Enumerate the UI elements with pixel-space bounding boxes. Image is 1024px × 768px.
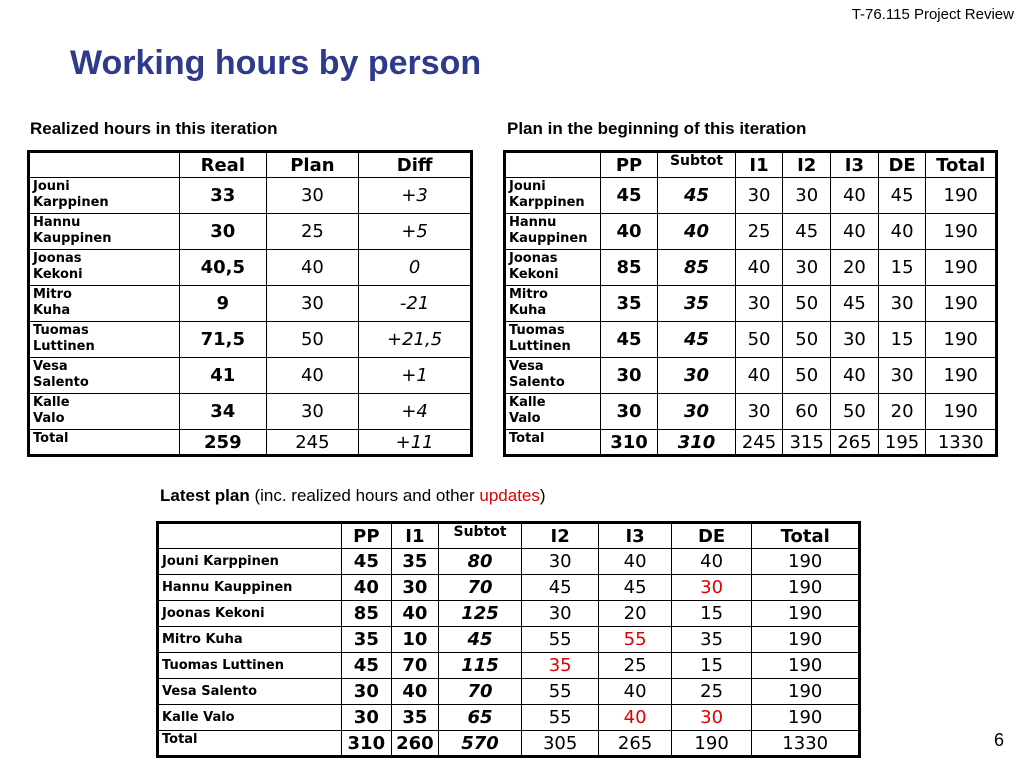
total-cell: 190 <box>752 549 860 575</box>
table-row <box>505 250 997 286</box>
table-row <box>158 627 860 653</box>
total-row <box>29 430 472 456</box>
table-header-row <box>29 152 472 178</box>
diff-cell: +3 <box>359 178 472 214</box>
pp-cell: 30 <box>600 358 658 394</box>
last-name: Kekoni <box>509 267 559 282</box>
first-name: Hannu <box>33 215 81 230</box>
first-name: Kalle <box>509 395 546 410</box>
corner-cell <box>505 152 601 178</box>
person-name-cell <box>505 322 601 358</box>
column-header: DE <box>671 523 752 549</box>
i2-cell: 50 <box>783 358 831 394</box>
subtot-cell: 40 <box>658 214 735 250</box>
diff-cell: 0 <box>359 250 472 286</box>
table-row <box>158 575 860 601</box>
i1-cell: 30 <box>735 394 783 430</box>
de-total-cell: 195 <box>878 430 926 456</box>
de-cell: 30 <box>878 286 926 322</box>
i3-cell: 40 <box>599 679 671 705</box>
last-name: Kuha <box>33 303 71 318</box>
last-name: Karppinen <box>33 195 109 210</box>
i2-cell: 30 <box>783 178 831 214</box>
person-name-cell <box>505 214 601 250</box>
total-row <box>158 731 860 757</box>
first-name: Jouni <box>509 179 546 194</box>
subtot-cell: 70 <box>439 575 522 601</box>
plan-cell: 40 <box>266 358 359 394</box>
latest-plan-table <box>156 521 861 758</box>
i3-cell: 25 <box>599 653 671 679</box>
i2-cell: 50 <box>783 286 831 322</box>
total-cell: 190 <box>926 322 997 358</box>
total-cell: 190 <box>752 627 860 653</box>
table-row <box>29 394 472 430</box>
column-header: Diff <box>359 152 472 178</box>
table-row <box>29 322 472 358</box>
column-header: I1 <box>391 523 439 549</box>
last-name: Kauppinen <box>33 231 112 246</box>
i1-cell: 30 <box>735 286 783 322</box>
i3-cell-updated: 40 <box>599 705 671 731</box>
i2-cell: 30 <box>521 549 599 575</box>
de-cell: 15 <box>878 322 926 358</box>
pp-cell: 35 <box>600 286 658 322</box>
pp-cell: 45 <box>342 653 392 679</box>
de-cell: 25 <box>671 679 752 705</box>
subtot-cell: 30 <box>658 394 735 430</box>
i3-total-cell: 265 <box>831 430 879 456</box>
subtot-total-cell: 310 <box>658 430 735 456</box>
de-cell: 35 <box>671 627 752 653</box>
subtot-cell: 45 <box>439 627 522 653</box>
i1-cell: 30 <box>391 575 439 601</box>
i2-total-cell: 305 <box>521 731 599 757</box>
pp-cell: 30 <box>342 705 392 731</box>
column-header: I3 <box>831 152 879 178</box>
pp-cell: 30 <box>600 394 658 430</box>
pp-cell: 40 <box>342 575 392 601</box>
person-name-cell <box>29 250 180 286</box>
i3-total-cell: 265 <box>599 731 671 757</box>
i1-cell: 30 <box>735 178 783 214</box>
real-cell: 71,5 <box>180 322 267 358</box>
pp-cell: 30 <box>342 679 392 705</box>
de-cell: 40 <box>671 549 752 575</box>
table-row <box>29 286 472 322</box>
i1-cell: 35 <box>391 705 439 731</box>
latest-plan-caption-updates: updates <box>479 486 540 505</box>
i1-cell: 50 <box>735 322 783 358</box>
pp-cell: 45 <box>600 178 658 214</box>
de-cell: 40 <box>878 214 926 250</box>
total-cell: 190 <box>926 178 997 214</box>
real-cell: 41 <box>180 358 267 394</box>
i1-total-cell: 245 <box>735 430 783 456</box>
table-row <box>158 601 860 627</box>
subtot-cell: 35 <box>658 286 735 322</box>
person-name-cell <box>505 250 601 286</box>
last-name: Valo <box>509 411 541 426</box>
plan-begin-table <box>503 150 998 457</box>
latest-plan-caption-end: ) <box>539 486 546 505</box>
table-row <box>505 178 997 214</box>
first-name: Joonas <box>509 251 558 266</box>
i2-cell: 45 <box>521 575 599 601</box>
de-cell-updated: 30 <box>671 705 752 731</box>
first-name: Jouni <box>33 179 70 194</box>
grand-total-cell: 1330 <box>926 430 997 456</box>
person-name-cell <box>29 322 180 358</box>
pp-cell: 85 <box>342 601 392 627</box>
pp-cell: 45 <box>600 322 658 358</box>
total-cell: 190 <box>926 214 997 250</box>
i2-cell: 30 <box>783 250 831 286</box>
i1-cell: 10 <box>391 627 439 653</box>
last-name: Luttinen <box>509 339 571 354</box>
plan-cell: 30 <box>266 178 359 214</box>
plan-cell: 30 <box>266 394 359 430</box>
column-header: Subtot <box>439 523 522 549</box>
diff-cell: -21 <box>359 286 472 322</box>
table-row <box>158 705 860 731</box>
column-header: PP <box>342 523 392 549</box>
i2-cell: 45 <box>783 214 831 250</box>
pp-cell: 40 <box>600 214 658 250</box>
subtot-cell: 45 <box>658 178 735 214</box>
i2-cell: 55 <box>521 679 599 705</box>
person-name-cell: Tuomas Luttinen <box>158 653 342 679</box>
i1-cell: 25 <box>735 214 783 250</box>
table-header-row <box>505 152 997 178</box>
first-name: Mitro <box>509 287 548 302</box>
subtot-cell: 115 <box>439 653 522 679</box>
first-name: Mitro <box>33 287 72 302</box>
first-name: Kalle <box>33 395 70 410</box>
latest-plan-caption <box>160 486 546 506</box>
plan-cell: 25 <box>266 214 359 250</box>
real-cell: 30 <box>180 214 267 250</box>
column-header: Real <box>180 152 267 178</box>
pp-cell: 45 <box>342 549 392 575</box>
total-cell: 190 <box>752 601 860 627</box>
plan-cell: 50 <box>266 322 359 358</box>
realized-caption: Realized hours in this iteration <box>30 119 278 138</box>
diff-cell: +5 <box>359 214 472 250</box>
first-name: Tuomas <box>33 323 89 338</box>
table-row <box>158 549 860 575</box>
diff-cell: +1 <box>359 358 472 394</box>
table-row <box>505 214 997 250</box>
pp-total-cell: 310 <box>600 430 658 456</box>
de-cell: 15 <box>671 653 752 679</box>
total-cell: 190 <box>752 653 860 679</box>
i3-cell-updated: 55 <box>599 627 671 653</box>
subtot-cell: 65 <box>439 705 522 731</box>
total-cell: 190 <box>926 394 997 430</box>
i3-cell: 45 <box>599 575 671 601</box>
de-total-cell: 190 <box>671 731 752 757</box>
i2-cell: 60 <box>783 394 831 430</box>
latest-plan-caption-bold: Latest plan <box>160 486 250 505</box>
person-name-cell <box>505 394 601 430</box>
column-header: I1 <box>735 152 783 178</box>
total-label: Total <box>505 430 601 456</box>
de-cell: 30 <box>878 358 926 394</box>
column-header: Total <box>926 152 997 178</box>
diff-cell: +4 <box>359 394 472 430</box>
total-cell: 190 <box>752 705 860 731</box>
header-label: T-76.115 Project Review <box>851 6 1014 23</box>
i1-cell: 70 <box>391 653 439 679</box>
latest-plan-caption-text: (inc. realized hours and other <box>249 486 480 505</box>
person-name-cell: Kalle Valo <box>158 705 342 731</box>
i3-cell: 20 <box>831 250 879 286</box>
table-row <box>29 250 472 286</box>
first-name: Tuomas <box>509 323 565 338</box>
i1-total-cell: 260 <box>391 731 439 757</box>
i3-cell: 40 <box>599 549 671 575</box>
first-name: Joonas <box>33 251 82 266</box>
pp-total-cell: 310 <box>342 731 392 757</box>
i3-cell: 45 <box>831 286 879 322</box>
realized-hours-table <box>27 150 473 457</box>
person-name-cell: Vesa Salento <box>158 679 342 705</box>
page-number: 6 <box>993 730 1004 750</box>
pp-cell: 35 <box>342 627 392 653</box>
total-label: Total <box>158 731 342 757</box>
real-cell: 9 <box>180 286 267 322</box>
total-cell: 190 <box>926 358 997 394</box>
i3-cell: 40 <box>831 358 879 394</box>
i3-cell: 40 <box>831 214 879 250</box>
i3-cell: 50 <box>831 394 879 430</box>
diff-cell: +21,5 <box>359 322 472 358</box>
corner-cell <box>158 523 342 549</box>
person-name-cell <box>29 286 180 322</box>
last-name: Kekoni <box>33 267 83 282</box>
last-name: Luttinen <box>33 339 95 354</box>
i3-cell: 20 <box>599 601 671 627</box>
last-name: Salento <box>33 375 89 390</box>
person-name-cell: Hannu Kauppinen <box>158 575 342 601</box>
grand-total-cell: 1330 <box>752 731 860 757</box>
person-name-cell <box>29 394 180 430</box>
person-name-cell <box>29 214 180 250</box>
table-row <box>158 679 860 705</box>
first-name: Hannu <box>509 215 557 230</box>
table-row <box>505 322 997 358</box>
plan-total-cell: 245 <box>266 430 359 456</box>
page-title: Working hours by person <box>70 44 482 82</box>
de-cell: 45 <box>878 178 926 214</box>
subtot-cell: 30 <box>658 358 735 394</box>
subtot-cell: 85 <box>658 250 735 286</box>
person-name-cell: Joonas Kekoni <box>158 601 342 627</box>
column-header: PP <box>600 152 658 178</box>
table-row <box>29 358 472 394</box>
i3-cell: 40 <box>831 178 879 214</box>
subtot-cell: 125 <box>439 601 522 627</box>
pp-cell: 85 <box>600 250 658 286</box>
total-cell: 190 <box>926 250 997 286</box>
real-total-cell: 259 <box>180 430 267 456</box>
subtot-cell: 70 <box>439 679 522 705</box>
de-cell-updated: 30 <box>671 575 752 601</box>
plan-cell: 30 <box>266 286 359 322</box>
last-name: Salento <box>509 375 565 390</box>
i2-total-cell: 315 <box>783 430 831 456</box>
person-name-cell <box>29 178 180 214</box>
de-cell: 15 <box>878 250 926 286</box>
subtot-total-cell: 570 <box>439 731 522 757</box>
table-row <box>505 358 997 394</box>
last-name: Kauppinen <box>509 231 588 246</box>
person-name-cell: Jouni Karppinen <box>158 549 342 575</box>
total-cell: 190 <box>752 679 860 705</box>
i2-cell: 55 <box>521 627 599 653</box>
subtot-cell: 80 <box>439 549 522 575</box>
person-name-cell <box>29 358 180 394</box>
i2-cell: 55 <box>521 705 599 731</box>
column-header: I2 <box>783 152 831 178</box>
plan-begin-caption: Plan in the beginning of this iteration <box>507 119 807 138</box>
first-name: Vesa <box>509 359 544 374</box>
column-header: Total <box>752 523 860 549</box>
real-cell: 33 <box>180 178 267 214</box>
person-name-cell <box>505 358 601 394</box>
plan-cell: 40 <box>266 250 359 286</box>
i3-cell: 30 <box>831 322 879 358</box>
total-label: Total <box>29 430 180 456</box>
total-cell: 190 <box>752 575 860 601</box>
i2-cell: 50 <box>783 322 831 358</box>
table-row <box>29 178 472 214</box>
last-name: Karppinen <box>509 195 585 210</box>
table-row <box>158 653 860 679</box>
table-row <box>505 394 997 430</box>
i1-cell: 40 <box>735 358 783 394</box>
total-cell: 190 <box>926 286 997 322</box>
person-name-cell: Mitro Kuha <box>158 627 342 653</box>
diff-total-cell: +11 <box>359 430 472 456</box>
de-cell: 20 <box>878 394 926 430</box>
column-header: DE <box>878 152 926 178</box>
column-header: Plan <box>266 152 359 178</box>
i1-cell: 35 <box>391 549 439 575</box>
last-name: Valo <box>33 411 65 426</box>
table-row <box>505 286 997 322</box>
first-name: Vesa <box>33 359 68 374</box>
de-cell: 15 <box>671 601 752 627</box>
last-name: Kuha <box>509 303 547 318</box>
column-header: I3 <box>599 523 671 549</box>
real-cell: 34 <box>180 394 267 430</box>
total-row <box>505 430 997 456</box>
table-row <box>29 214 472 250</box>
i1-cell: 40 <box>391 679 439 705</box>
real-cell: 40,5 <box>180 250 267 286</box>
person-name-cell <box>505 286 601 322</box>
i1-cell: 40 <box>391 601 439 627</box>
i1-cell: 40 <box>735 250 783 286</box>
i2-cell-updated: 35 <box>521 653 599 679</box>
i2-cell: 30 <box>521 601 599 627</box>
column-header: Subtot <box>658 152 735 178</box>
subtot-cell: 45 <box>658 322 735 358</box>
column-header: I2 <box>521 523 599 549</box>
table-header-row <box>158 523 860 549</box>
person-name-cell <box>505 178 601 214</box>
corner-cell <box>29 152 180 178</box>
